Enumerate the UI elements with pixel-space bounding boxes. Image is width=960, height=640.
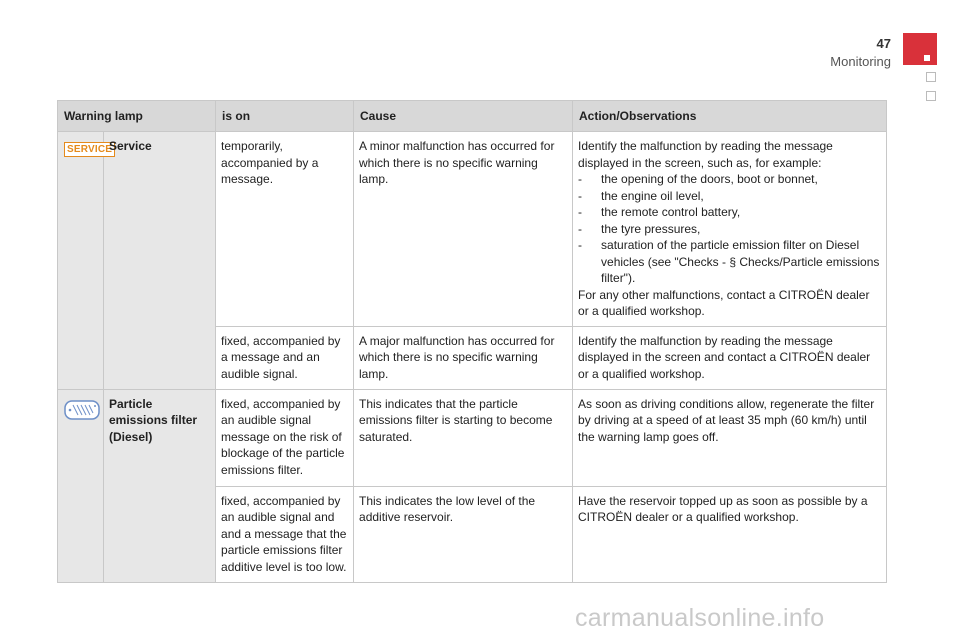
column-header: Cause	[354, 101, 573, 132]
action-cell	[573, 132, 887, 327]
is-on-cell: temporarily, accompanied by a message.	[216, 132, 354, 327]
column-header: Warning lamp	[58, 101, 216, 132]
is-on-cell: fixed, accompanied by an audible signal and and a message that the particle emissions filter additive level is too low.	[216, 486, 354, 582]
section-title: Monitoring	[830, 54, 891, 69]
watermark: carmanualsonline.info	[575, 604, 825, 632]
cause-cell: A minor malfunction has occurred for which there is no specific warning lamp.	[354, 132, 573, 327]
section-tab-active[interactable]	[903, 33, 937, 65]
lamp-icon-cell	[58, 132, 113, 390]
cause-cell: A major malfunction has occurred for which there is no specific warning lamp.	[354, 326, 573, 389]
list-item: - the engine oil level,	[578, 188, 881, 205]
list-item: - saturation of the particle emission filter on Diesel vehicles (see "Checks - § Checks/Particle emissions filter").	[578, 237, 881, 287]
action-cell: As soon as driving conditions allow, regenerate the filter by driving at a speed of at least 35 mph (60 km/h) until the warning lamp goes off.	[573, 389, 887, 486]
list-item: - the opening of the doors, boot or bonnet,	[578, 171, 881, 188]
action-outro: For any other malfunctions, contact a CITROËN dealer or a qualified workshop.	[578, 287, 870, 318]
is-on-cell: fixed, accompanied by a message and an audible signal.	[216, 326, 354, 389]
table-row	[58, 132, 887, 327]
lamp-icon-cell	[58, 389, 104, 582]
list-item: - the remote control battery,	[578, 204, 881, 221]
lamp-name: Service	[104, 132, 216, 390]
tab-marker-icon	[924, 55, 930, 61]
column-header: is on	[216, 101, 354, 132]
section-tab[interactable]	[926, 72, 936, 82]
warning-lamp-table	[57, 100, 887, 583]
page-number: 47	[876, 36, 891, 51]
column-header: Action/Observations	[573, 101, 887, 132]
action-cell: Identify the malfunction by reading the message displayed in the screen and contact a CITROËN dealer or a qualified workshop.	[573, 326, 887, 389]
is-on-cell: fixed, accompanied by an audible signal message on the risk of blockage of the particle emissions filter.	[216, 389, 354, 486]
section-tab[interactable]	[926, 91, 936, 101]
list-item: - the tyre pressures,	[578, 221, 881, 238]
cause-cell: This indicates the low level of the additive reservoir.	[354, 486, 573, 582]
particle-filter-icon	[64, 398, 100, 422]
table-row	[58, 389, 887, 486]
lamp-name: Particle emissions filter (Diesel)	[104, 389, 216, 582]
action-list	[578, 171, 881, 287]
table-header-row	[58, 101, 887, 132]
action-cell: Have the reservoir topped up as soon as possible by a CITROËN dealer or a qualified workshop.	[573, 486, 887, 582]
action-intro: Identify the malfunction by reading the message displayed in the screen, such as, for example:	[578, 139, 833, 170]
cause-cell: This indicates that the particle emissions filter is starting to become saturated.	[354, 389, 573, 486]
service-icon: SERVICE	[64, 142, 115, 157]
